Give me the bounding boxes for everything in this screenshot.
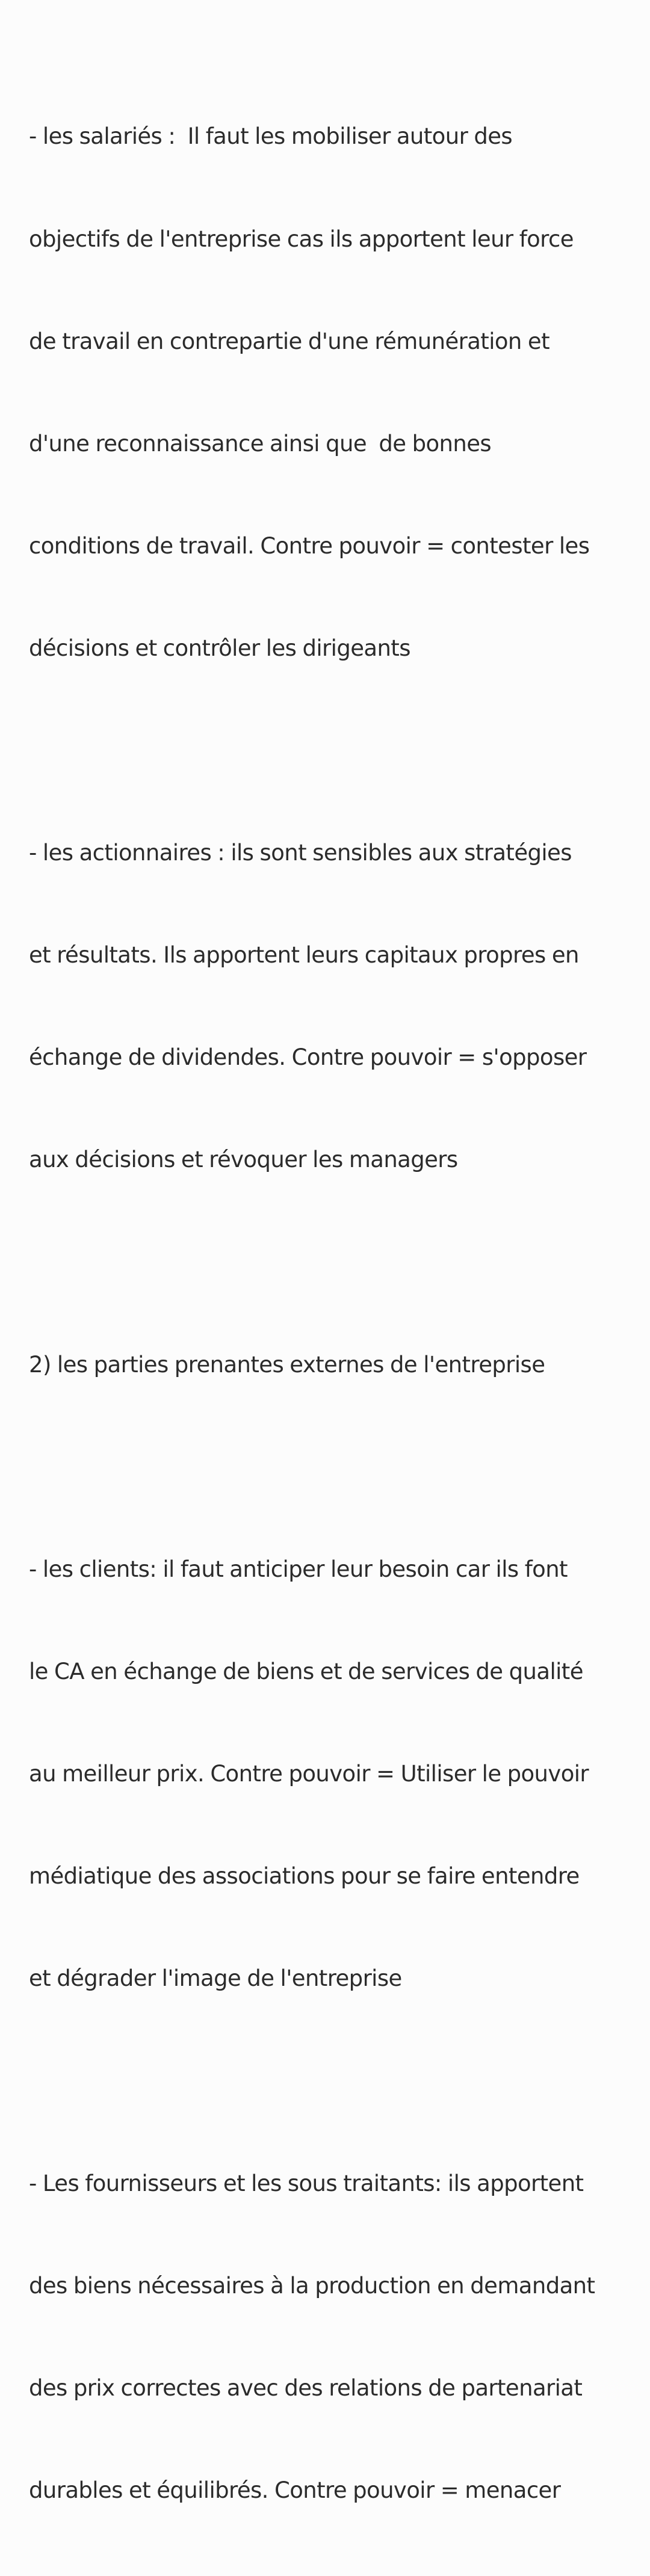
text-line: des biens nécessaires à la production en demandant — [29, 2272, 595, 2299]
paragraph-spacer — [29, 1450, 631, 1485]
paragraph-salaries — [29, 52, 631, 734]
document-page — [29, 52, 631, 2576]
text-line: et dégrader l'image de l'entreprise — [29, 1965, 402, 1992]
text-line: 2) les parties prenantes externes de l'entreprise — [29, 1351, 545, 1378]
text-line: échange de dividendes. Contre pouvoir = s'opposer — [29, 1044, 587, 1071]
text-line: et résultats. Ils apportent leurs capitaux propres en — [29, 942, 579, 969]
text-line: - Les fournisseurs et les sous traitants: ils apportent — [29, 2170, 584, 2196]
text-line: - les actionnaires : ils sont sensibles aux stratégies — [29, 840, 572, 866]
text-line: de travail en contrepartie d'une rémunération et — [29, 328, 549, 354]
text-line: aux décisions et révoquer les managers — [29, 1147, 458, 1173]
paragraph-spacer — [29, 1246, 631, 1280]
text-line: - les clients: il faut anticiper leur besoin car ils font — [29, 1556, 568, 1582]
paragraph-spacer — [29, 734, 631, 768]
section-heading-externes — [29, 1280, 631, 1450]
text-line: durables et équilibrés. Contre pouvoir = menacer — [29, 2477, 561, 2503]
text-line: d'une reconnaissance ainsi que de bonnes — [29, 430, 492, 457]
paragraph-spacer — [29, 2064, 631, 2098]
paragraph-fournisseurs — [29, 2098, 631, 2576]
text-line: au meilleur prix. Contre pouvoir = Utiliser le pouvoir — [29, 1761, 589, 1787]
text-line: objectifs de l'entreprise cas ils apportent leur force — [29, 226, 574, 252]
text-line: le CA en échange de biens et de services de qualité — [29, 1659, 583, 1684]
text-line: conditions de travail. Contre pouvoir = contester les — [29, 532, 590, 559]
text-line: des prix correctes avec des relations de partenariat — [29, 2374, 583, 2401]
text-line: - les salariés : Il faut les mobiliser autour des — [29, 123, 513, 150]
paragraph-actionnaires — [29, 768, 631, 1246]
text-line: décisions et contrôler les dirigeants — [29, 635, 410, 661]
text-line: médiatique des associations pour se faire entendre — [29, 1863, 580, 1890]
paragraph-clients — [29, 1484, 631, 2064]
